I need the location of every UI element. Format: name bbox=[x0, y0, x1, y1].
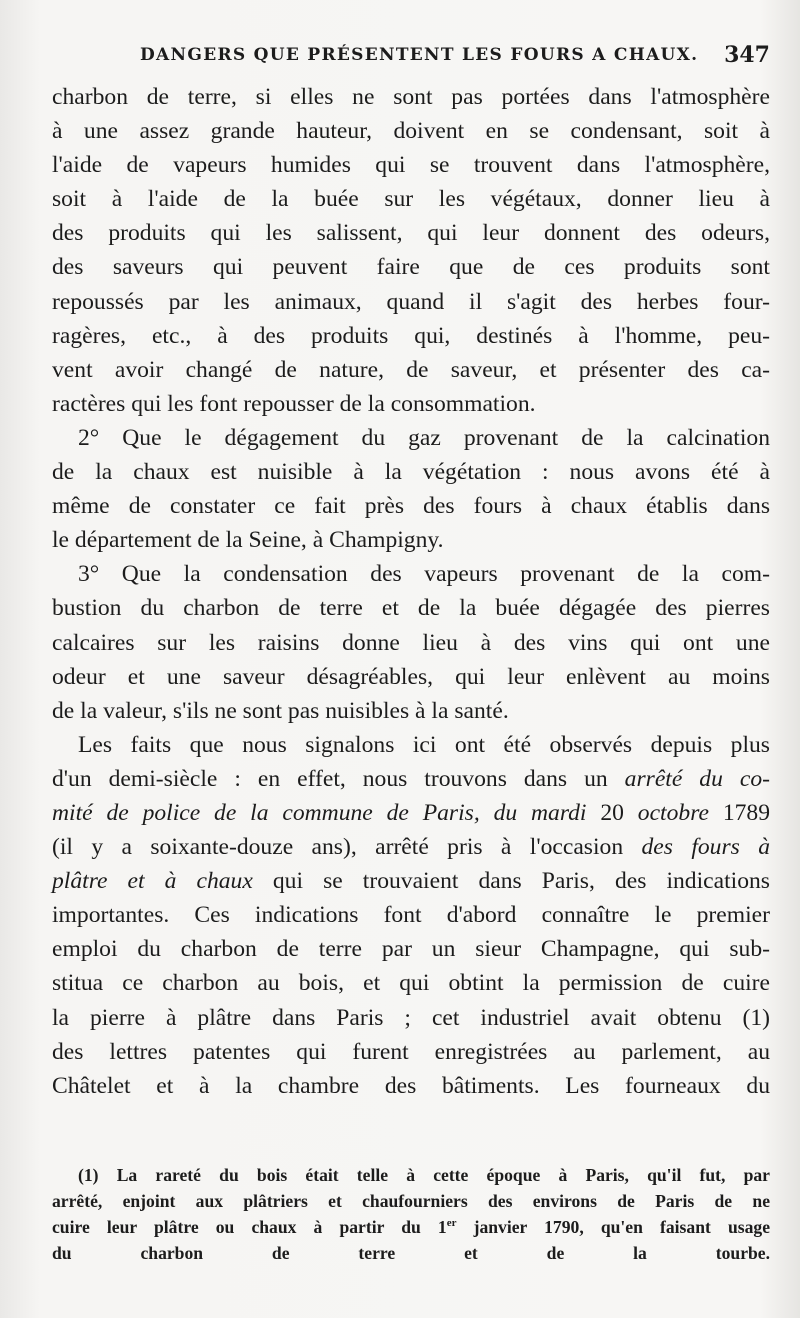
footnote-line: du charbon de terre et de la tourbe. bbox=[52, 1243, 770, 1263]
italic-month-run: octobre bbox=[637, 799, 709, 826]
text-line: 2° Que le dégagement du gaz provenant de la calcination bbox=[78, 424, 770, 451]
text-line: même de constater ce fait près des fours à chaux établis dans bbox=[52, 493, 770, 520]
text-run: cuire leur plâtre ou chaux à partir du 1 bbox=[52, 1217, 447, 1237]
text-line bbox=[52, 762, 770, 796]
text-line: l'aide de vapeurs humides qui se trouvent dans l'atmosphère, bbox=[52, 152, 770, 179]
text-line bbox=[52, 830, 770, 864]
text-line: 3° Que la condensation des vapeurs provenant de la com- bbox=[78, 561, 770, 588]
text-line: repoussés par les animaux, quand il s'agit des herbes four- bbox=[52, 288, 770, 315]
text-line: importantes. Ces indications font d'abord connaître le premier bbox=[52, 902, 770, 929]
text-line: à une assez grande hauteur, doivent en se condensant, soit à bbox=[52, 118, 770, 145]
text-line: de la chaux est nuisible à la végétation : nous avons été à bbox=[52, 459, 770, 486]
text-line: le département de la Seine, à Champigny. bbox=[52, 527, 444, 554]
paragraph-continuation bbox=[52, 80, 770, 421]
text-line: vent avoir changé de nature, de saveur, et présenter des ca- bbox=[52, 356, 770, 383]
text-line: ragères, etc., à des produits qui, destinés à l'homme, peu- bbox=[52, 322, 770, 349]
text-line: la pierre à plâtre dans Paris ; cet industriel avait obtenu (1) bbox=[52, 1004, 770, 1031]
text-line: bustion du charbon de terre et de la buée dégagée des pierres bbox=[52, 595, 770, 622]
text-line: des saveurs qui peuvent faire que de ces produits sont bbox=[52, 254, 770, 281]
paragraph-point-3 bbox=[52, 557, 770, 727]
text-line: stitua ce charbon au bois, et qui obtint la permission de cuire bbox=[52, 970, 770, 997]
footnote-line: (1) La rareté du bois était telle à cette époque à Paris, qu'il fut, par bbox=[78, 1165, 770, 1185]
body-text bbox=[52, 80, 770, 1103]
text-run: (il y a soixante-douze ans), arrêté pris à l'occasion bbox=[52, 834, 642, 861]
page-number: 347 bbox=[724, 42, 770, 68]
text-run: janvier 1790, qu'en faisant usage bbox=[456, 1217, 771, 1237]
footnote-line: arrêté, enjoint aux plâtriers et chaufourniers des environs de Paris de ne bbox=[52, 1191, 770, 1211]
superscript: er bbox=[446, 1217, 457, 1229]
text-line: Châtelet et à la chambre des bâtiments. Les fourneaux du bbox=[52, 1072, 770, 1099]
text-line: des lettres patentes qui furent enregistrées au parlement, au bbox=[52, 1038, 770, 1065]
text-line: calcaires sur les raisins donne lieu à des vins qui ont une bbox=[52, 629, 770, 656]
footnote-line bbox=[52, 1214, 770, 1240]
text-line: odeur et une saveur désagréables, qui leur enlèvent au moins bbox=[52, 663, 770, 690]
text-line: de la valeur, s'ils ne sont pas nuisibles à la santé. bbox=[52, 697, 509, 724]
text-line: ractères qui les font repousser de la consommation. bbox=[52, 390, 536, 417]
text-run: qui se trouvaient dans Paris, des indications bbox=[252, 868, 770, 895]
italic-run: plâtre et à chaux bbox=[52, 868, 253, 895]
text-line: emploi du charbon de terre par un sieur Champagne, qui sub- bbox=[52, 936, 770, 963]
italic-title-run: mité de police de la commune de Paris, du mardi bbox=[52, 799, 587, 826]
paragraph-history bbox=[52, 728, 770, 1103]
italic-title-run: arrêté du co- bbox=[624, 765, 770, 792]
running-title: DANGERS QUE PRÉSENTENT LES FOURS A CHAUX. bbox=[140, 45, 699, 65]
text-line: soit à l'aide de la buée sur les végétaux, donner lieu à bbox=[52, 186, 770, 213]
text-line bbox=[52, 796, 770, 830]
footnote bbox=[52, 1162, 770, 1266]
paragraph-point-2 bbox=[52, 421, 770, 557]
text-line: Les faits que nous signalons ici ont été observés depuis plus bbox=[78, 731, 770, 758]
text-line bbox=[52, 864, 770, 898]
text-run: d'un demi-siècle : en effet, nous trouvons dans un bbox=[52, 765, 625, 792]
italic-run: des fours à bbox=[641, 834, 770, 861]
text-line: des produits qui les salissent, qui leur donnent des odeurs, bbox=[52, 220, 770, 247]
running-head bbox=[52, 40, 770, 70]
year-run: 1789 bbox=[708, 799, 771, 826]
text-line: charbon de terre, si elles ne sont pas portées dans l'atmosphère bbox=[52, 84, 770, 110]
text-run: 20 bbox=[586, 799, 638, 826]
